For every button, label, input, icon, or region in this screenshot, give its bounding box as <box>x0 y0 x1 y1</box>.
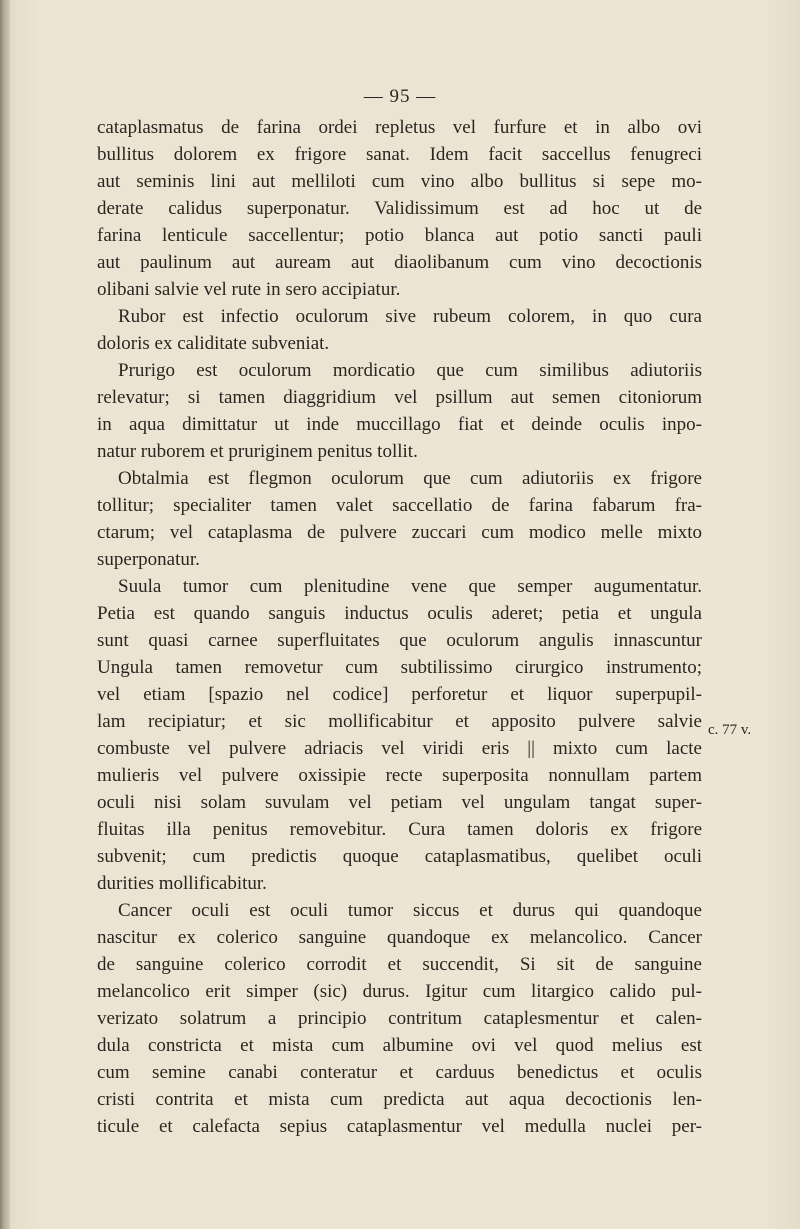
text-line: verizato solatrum a principio contritum cataplesmentur et calen- <box>97 1008 702 1029</box>
text-line: aut paulinum aut auream aut diaolibanum cum vino decoctionis <box>97 252 702 273</box>
text-line: Cancer oculi est oculi tumor siccus et durus qui quandoque <box>118 900 702 921</box>
text-line: relevatur; si tamen diaggridium vel psillum aut semen citoniorum <box>97 387 702 408</box>
text-line: lam recipiatur; et sic mollificabitur et apposito pulvere salvie <box>97 711 702 732</box>
text-line: Petia est quando sanguis inductus oculis aderet; petia et ungula <box>97 603 702 624</box>
text-line: Prurigo est oculorum mordicatio que cum similibus adiutoriis <box>118 360 702 381</box>
text-line: in aqua dimittatur ut inde muccillago fiat et deinde oculis inpo- <box>97 414 702 435</box>
text-line: Ungula tamen removetur cum subtilissimo cirurgico instrumento; <box>97 657 702 678</box>
text-line: cataplasmatus de farina ordei repletus vel furfure et in albo ovi <box>97 117 702 138</box>
text-line: de sanguine colerico corrodit et succendit, Si sit de sanguine <box>97 954 702 975</box>
text-line: nascitur ex colerico sanguine quandoque ex melancolico. Cancer <box>97 927 702 948</box>
margin-note: c. 77 v. <box>708 722 752 738</box>
text-line: Suula tumor cum plenitudine vene que semper augumentatur. <box>118 576 702 597</box>
text-line: melancolico erit simper (sic) durus. Igitur cum litargico calido pul- <box>97 981 702 1002</box>
text-line: cristi contrita et mista cum predicta aut aqua decoctionis len- <box>97 1089 702 1110</box>
text-line: doloris ex caliditate subveniat. <box>97 333 330 354</box>
text-line: olibani salvie vel rute in sero accipiatur. <box>97 279 401 300</box>
text-line: tollitur; specialiter tamen valet saccellatio de farina fabarum fra- <box>97 495 702 516</box>
text-line: durities mollificabitur. <box>97 873 267 894</box>
text-line: subvenit; cum predictis quoque cataplasmatibus, quelibet oculi <box>97 846 702 867</box>
text-line: Rubor est infectio oculorum sive rubeum colorem, in quo cura <box>118 306 702 327</box>
text-line: oculi nisi solam suvulam vel petiam vel ungulam tangat super- <box>97 792 702 813</box>
text-line: farina lenticule saccellentur; potio blanca aut potio sancti pauli <box>97 225 702 246</box>
text-line: fluitas illa penitus removebitur. Cura tamen doloris ex frigore <box>97 819 702 840</box>
text-line: vel etiam [spazio nel codice] perforetur et liquor superpupil- <box>97 684 702 705</box>
text-line: natur ruborem et pruriginem penitus tollit. <box>97 441 418 462</box>
page-binding-edge <box>0 0 10 1229</box>
text-line: ctarum; vel cataplasma de pulvere zuccari cum modico melle mixto <box>97 522 702 543</box>
body-text <box>97 114 702 1140</box>
text-line: superponatur. <box>97 549 200 570</box>
text-line: mulieris vel pulvere oxissipie recte superposita nonnullam partem <box>97 765 702 786</box>
page-number: — 95 — <box>363 86 437 107</box>
text-line: derate calidus superponatur. Validissimum est ad hoc ut de <box>97 198 702 219</box>
text-line: cum semine canabi conteratur et carduus benedictus et oculis <box>97 1062 702 1083</box>
text-line: sunt quasi carnee superfluitates que oculorum angulis innascuntur <box>97 630 702 651</box>
text-line: aut seminis lini aut melliloti cum vino albo bullitus si sepe mo- <box>97 171 702 192</box>
text-line: dula constricta et mista cum albumine ovi vel quod melius est <box>97 1035 702 1056</box>
text-line: ticule et calefacta sepius cataplasmentur vel medulla nuclei per- <box>97 1116 702 1137</box>
text-line: bullitus dolorem ex frigore sanat. Idem facit saccellus fenugreci <box>97 144 702 165</box>
text-line: combuste vel pulvere adriacis vel viridi eris || mixto cum lacte <box>97 738 702 759</box>
text-line: Obtalmia est flegmon oculorum que cum adiutoriis ex frigore <box>118 468 702 489</box>
